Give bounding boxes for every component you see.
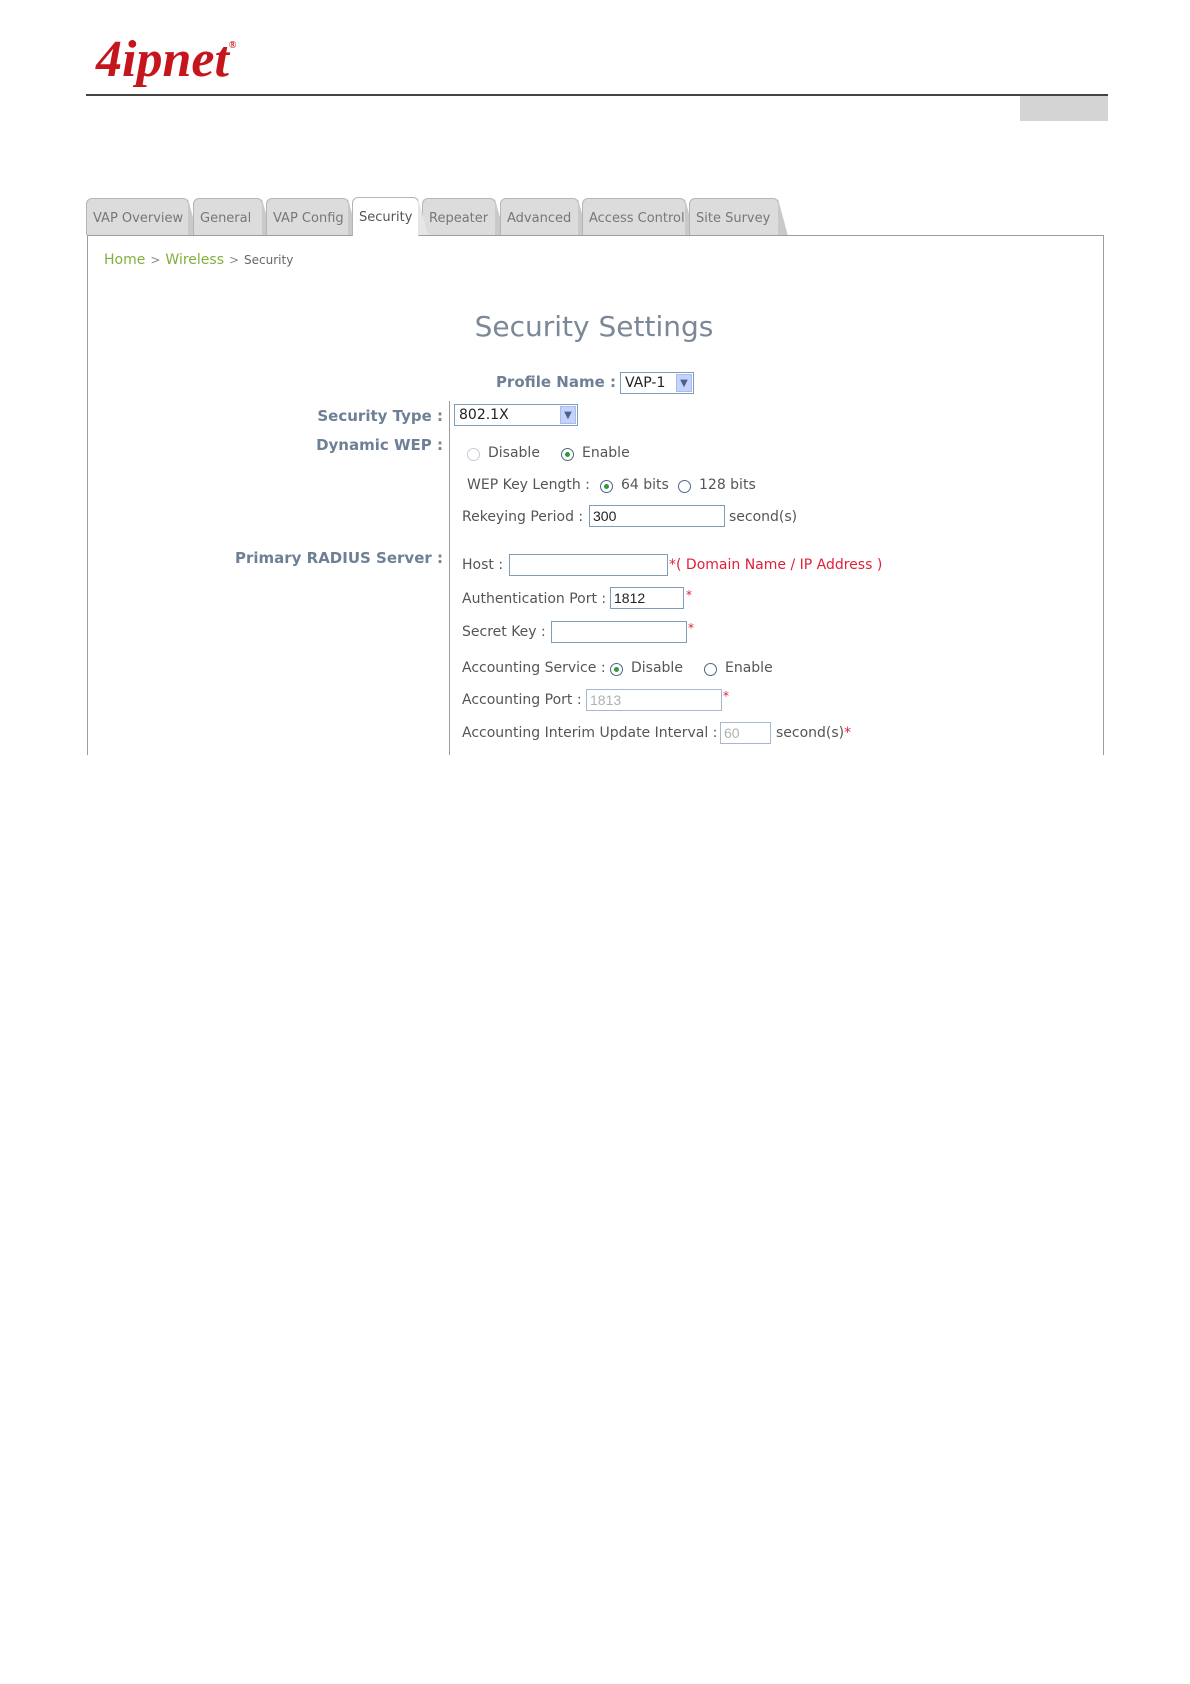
page-title [0, 310, 1190, 343]
host-hint-text: ( Domain Name / IP Address ) [676, 557, 883, 573]
tab-label: Advanced [507, 211, 572, 226]
tab-security[interactable] [352, 197, 419, 236]
profile-name-value: VAP-1 [625, 375, 666, 391]
page-title-text: Security Settings [474, 310, 714, 343]
interim-interval-unit [776, 725, 851, 741]
breadcrumb-current: Security [244, 253, 294, 267]
rekeying-period-input[interactable] [589, 505, 725, 527]
secret-key-input[interactable] [551, 621, 687, 643]
registered-mark: ® [228, 40, 237, 51]
primary-radius-label: Primary RADIUS Server : [234, 549, 443, 567]
host-input[interactable] [509, 554, 668, 576]
security-type-value: 802.1X [459, 407, 509, 423]
header-page-tab [1020, 96, 1108, 121]
wep-key-length-label: WEP Key Length : [467, 477, 590, 493]
security-type-label: Security Type : [317, 407, 443, 425]
security-type-select[interactable] [454, 404, 578, 426]
tab-vap-config[interactable] [266, 198, 349, 235]
required-mark: * [686, 588, 692, 602]
accounting-enable-radio[interactable] [704, 663, 717, 676]
tab-label: VAP Overview [93, 211, 184, 226]
interim-interval-label: Accounting Interim Update Interval : [462, 725, 718, 741]
tab-vap-overview[interactable] [86, 198, 189, 235]
wep-128-radio[interactable] [678, 480, 691, 493]
dynamic-wep-disable-label: Disable [488, 445, 540, 461]
dynamic-wep-enable-label: Enable [582, 445, 630, 461]
breadcrumb-wireless-link[interactable]: Wireless [165, 252, 224, 268]
chevron-down-icon: ▼ [560, 406, 576, 424]
chevron-down-icon: ▼ [676, 374, 692, 392]
dynamic-wep-enable-radio[interactable] [561, 448, 574, 461]
tab-repeater[interactable] [422, 198, 496, 235]
rekeying-period-label: Rekeying Period : [462, 509, 584, 525]
accounting-port-label: Accounting Port : [462, 692, 582, 708]
tab-advanced[interactable] [500, 198, 579, 235]
tab-label: Security [359, 210, 413, 225]
tab-bar [86, 198, 1106, 236]
dynamic-wep-label: Dynamic WEP : [316, 436, 443, 454]
interim-unit-text: second(s) [776, 725, 845, 741]
required-mark: * [723, 689, 729, 703]
auth-port-label: Authentication Port : [462, 591, 607, 607]
wep-64-label: 64 bits [621, 477, 669, 493]
tab-label: Site Survey [696, 211, 771, 226]
tab-site-survey[interactable] [689, 198, 779, 235]
required-mark: * [844, 725, 852, 741]
wep-128-label: 128 bits [699, 477, 756, 493]
tab-label: Repeater [429, 211, 489, 226]
breadcrumb [104, 252, 293, 268]
host-hint [669, 557, 882, 573]
brand-logo [96, 30, 236, 89]
accounting-disable-radio[interactable] [610, 663, 623, 676]
profile-name-select[interactable] [620, 372, 694, 394]
auth-port-input[interactable] [610, 587, 684, 609]
logo-text: 4ipnet [96, 31, 229, 88]
tab-label: VAP Config [273, 211, 344, 226]
rekeying-period-unit: second(s) [729, 509, 798, 525]
tab-general[interactable] [193, 198, 263, 235]
header-divider [86, 94, 1108, 96]
accounting-service-label: Accounting Service : [462, 660, 606, 676]
accounting-enable-label: Enable [725, 660, 773, 676]
breadcrumb-separator: > [150, 253, 161, 267]
tab-label: Access Control [589, 211, 685, 226]
breadcrumb-separator: > [228, 253, 240, 267]
profile-name-label: Profile Name : [495, 373, 616, 391]
wep-64-radio[interactable] [600, 480, 613, 493]
secret-key-label: Secret Key : [462, 624, 546, 640]
dynamic-wep-disable-radio[interactable] [467, 448, 480, 461]
breadcrumb-home-link[interactable]: Home [104, 252, 146, 268]
host-label: Host : [462, 557, 504, 573]
interim-interval-input[interactable] [720, 722, 771, 744]
tab-access-control[interactable] [582, 198, 686, 235]
tab-label: General [200, 211, 252, 226]
required-mark: * [669, 557, 676, 573]
accounting-disable-label: Disable [631, 660, 683, 676]
form-column-divider [449, 401, 450, 755]
accounting-port-input[interactable] [586, 689, 722, 711]
required-mark: * [688, 621, 694, 635]
